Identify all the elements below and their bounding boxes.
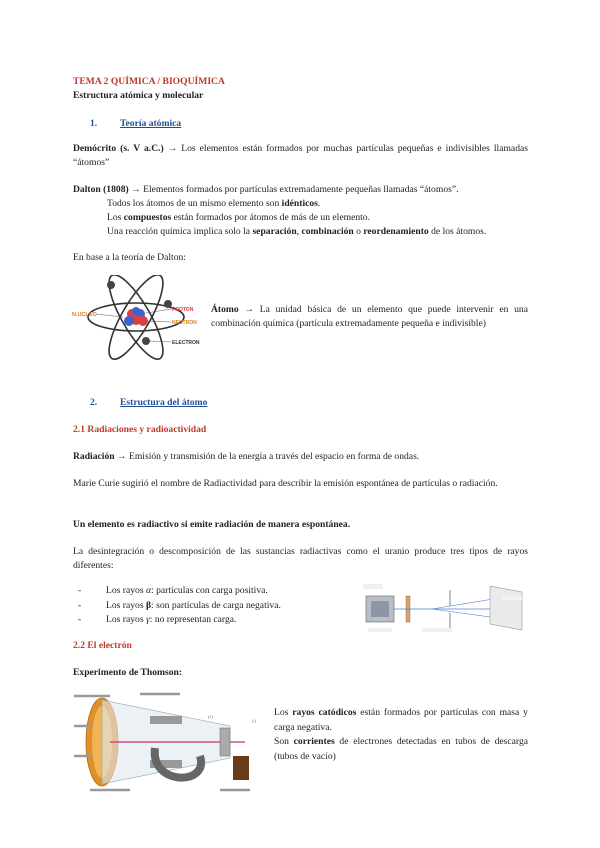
minus-label: (-) [252,718,256,723]
democrito-paragraph [73,142,528,169]
atom-label-proton: PROTON [172,307,194,313]
section-1-label: Teoría atómica [120,118,182,129]
cathode-rays-paragraph-1 [274,706,528,735]
page-subtitle: Estructura atómica y molecular [73,90,204,101]
radiacion-definition [73,450,528,464]
dalton-l1b: idénticos [281,198,318,209]
cat2a: Son [274,736,294,747]
atomo-definition [211,303,528,330]
desintegracion-paragraph: La desintegración o descomposición de las sustancias radiactivas como el uranio produce tres tipos de rayos diferentes: [73,546,528,571]
dalton-line-1 [107,197,527,211]
section-1-heading [90,117,545,131]
section-2-label: Estructura del átomo [120,397,208,408]
dalton-l3b: separación [252,226,297,237]
dalton-line-3 [107,225,527,239]
radioactivo-statement: Un elemento es radiactivo si emite radiación de manera espontánea. [73,519,351,530]
cat1c: están formados por partículas con masa y carga negativa. [274,707,528,733]
ray-gamma-text: : no representan carga. [149,614,237,625]
list-item [78,584,281,599]
dalton-l2a: Los [107,212,124,223]
page-title: TEMA 2 QUÍMICA / BIOQUÍMICA [73,76,225,87]
rays-list [78,584,281,628]
dalton-line-2 [107,211,527,225]
cat2c: de electrones detectadas en tubos de descarga (tubos de vacío) [274,736,529,762]
ray-alpha-a: Los rayos [106,585,146,596]
dalton-l1a: Todos los átomos de un mismo elemento son [107,198,282,209]
ray-beta-a: Los rayos [106,599,146,611]
ray-beta-text: : son partículas de carga negativa. [151,599,281,611]
dalton-l2c: están formados por átomos de más de un elemento. [171,212,370,223]
cathode-rays-paragraph-2 [274,735,528,764]
radiacion-term: Radiación [73,451,115,462]
dalton-l3e: o [353,226,364,237]
dalton-name: Dalton (1808) [73,184,129,195]
dalton-l3g: de los átomos. [428,226,487,237]
atom-diagram-icon [66,275,206,360]
thomson-heading: Experimento de Thomson: [73,667,183,678]
ray-alpha-text: : partículas con carga positiva. [151,585,268,596]
cat1a: Los [274,707,293,718]
atomo-term: Átomo → [211,304,255,315]
ray-alpha-symbol: α [145,585,152,596]
curie-paragraph: Marie Curie sugirió el nombre de Radiactividad para describir la emisión espontánea de partículas o radiación. [73,478,498,489]
section-2-2-heading: 2.2 El electrón [73,640,132,651]
radiacion-text: → Emisión y transmisión de la energía a través del espacio en forma de ondas. [114,451,420,462]
democrito-name: Demócrito (s. V a.C.) [73,143,164,154]
dalton-l2b: compuestos [123,212,172,223]
section-2-1-heading: 2.1 Radiaciones y radioactividad [73,424,207,435]
dalton-l1c: . [317,198,321,209]
section-2-number: 2. [90,397,98,408]
cat1b: rayos catódicos [292,707,357,718]
dalton-l3a: Una reacción química implica solo la [107,226,253,237]
ray-beta-symbol: β [145,599,152,611]
list-item [78,613,281,628]
atom-label-nucleo: N.UCLEO [72,312,97,318]
list-item [78,599,281,614]
section-1-number: 1. [90,118,98,129]
atomo-text: La unidad básica de un elemento que puede intervenir en una combinación química (partícula extremadamente pequeña e indivisible) [211,304,528,329]
section-2-heading [90,396,545,410]
thomson-tube-icon [70,686,275,798]
cat2b: corrientes [293,736,335,747]
dalton-l3f: reordenamiento [363,226,429,237]
dalton-l3d: combinación [301,226,354,237]
dalton-paragraph [73,183,528,197]
dalton-base: En base a la teoría de Dalton: [73,252,186,263]
atom-label-electron: ELECTRON [172,340,200,346]
dalton-l3c: , [296,226,302,237]
radiation-apparatus-icon [362,582,530,638]
atom-label-neutron: NEUTRON [172,320,197,326]
ray-gamma-symbol: γ [145,614,150,625]
dalton-text: → Elementos formados por partículas extremadamente pequeñas llamadas “átomos”. [128,184,459,195]
plus-label: (+) [208,714,213,719]
ray-gamma-a: Los rayos [106,614,146,625]
democrito-text: → Los elementos están formados por muchas partículas pequeñas e indivisibles llamadas “átomos” [73,143,528,168]
